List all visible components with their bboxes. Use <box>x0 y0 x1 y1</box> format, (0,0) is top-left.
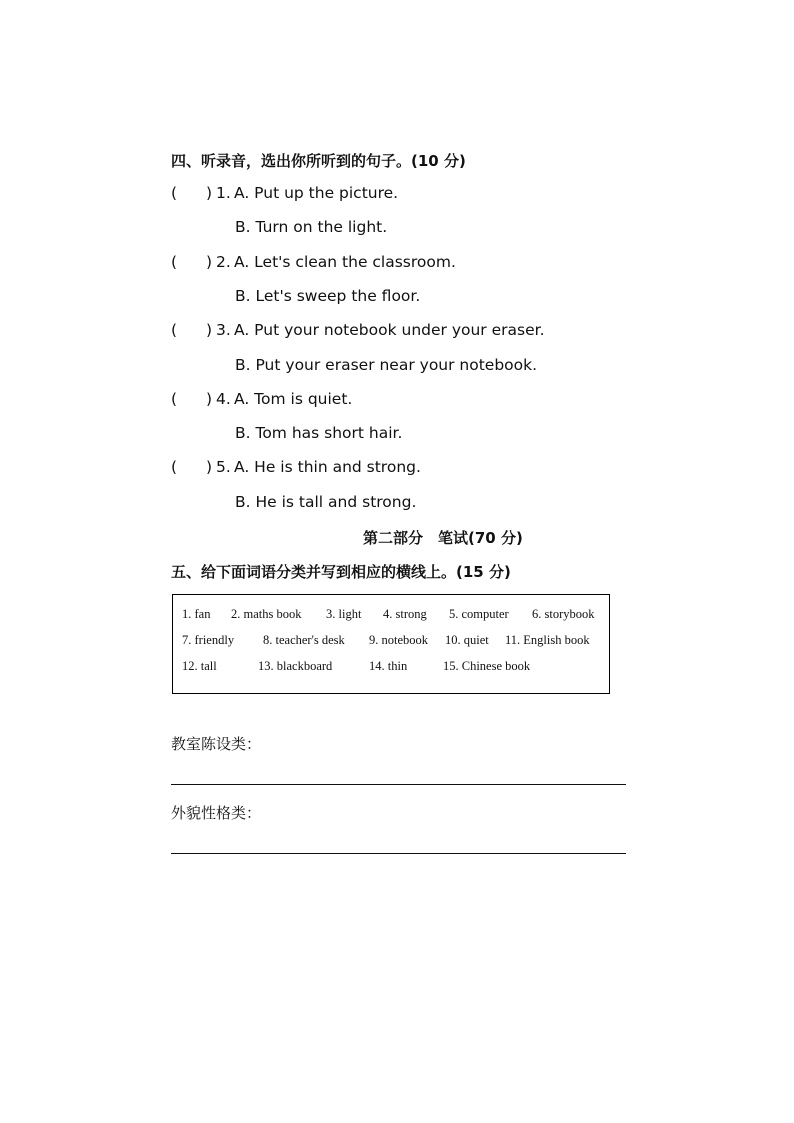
answer-paren-close: ) <box>206 390 213 408</box>
word-item: 11. English book <box>505 633 590 647</box>
category-appearance-label: 外貌性格类： <box>171 804 262 822</box>
answer-paren-open: ( <box>171 458 178 476</box>
answer-line-classroom[interactable] <box>171 784 626 785</box>
word-item: 13. blackboard <box>258 659 333 673</box>
question-number: 2. <box>216 253 231 271</box>
answer-paren-close: ) <box>206 458 213 476</box>
word-item: 1. fan <box>182 607 211 621</box>
word-item: 14. thin <box>369 659 408 673</box>
word-item: 10. quiet <box>445 633 489 647</box>
answer-paren-close: ) <box>206 253 213 271</box>
answer-paren-close: ) <box>206 321 213 339</box>
option-b: B. Put your eraser near your notebook. <box>235 356 538 374</box>
question-number: 5. <box>216 458 231 476</box>
question-number: 4. <box>216 390 231 408</box>
category-classroom-label: 教室陈设类： <box>171 735 262 753</box>
option-a: A. Let's clean the classroom. <box>234 253 456 271</box>
option-b: B. Tom has short hair. <box>235 424 403 442</box>
answer-paren-open: ( <box>171 253 178 271</box>
section-5-title: 五、给下面词语分类并写到相应的横线上。(15 分) <box>171 563 511 581</box>
question-number: 1. <box>216 184 231 202</box>
option-b: B. Turn on the light. <box>235 218 388 236</box>
word-item: 3. light <box>326 607 362 621</box>
question-number: 3. <box>216 321 231 339</box>
word-item: 7. friendly <box>182 633 235 647</box>
word-item: 6. storybook <box>532 607 595 621</box>
word-item: 5. computer <box>449 607 509 621</box>
answer-paren-open: ( <box>171 321 178 339</box>
answer-paren-close: ) <box>206 184 213 202</box>
word-item: 9. notebook <box>369 633 429 647</box>
option-a: A. He is thin and strong. <box>234 458 421 476</box>
option-b: B. Let's sweep the floor. <box>235 287 421 305</box>
option-a: A. Put your notebook under your eraser. <box>234 321 545 339</box>
part-2-title: 第二部分 笔试(70 分) <box>363 529 523 547</box>
answer-paren-open: ( <box>171 184 178 202</box>
word-item: 4. strong <box>383 607 427 621</box>
word-item: 12. tall <box>182 659 217 673</box>
word-bank-box <box>172 594 610 694</box>
option-a: A. Put up the picture. <box>234 184 399 202</box>
section-4-title: 四、听录音，选出你所听到的句子。(10 分) <box>171 152 466 170</box>
option-a: A. Tom is quiet. <box>234 390 353 408</box>
word-item: 2. maths book <box>231 607 302 621</box>
answer-paren-open: ( <box>171 390 178 408</box>
word-item: 8. teacher's desk <box>263 633 345 647</box>
answer-line-appearance[interactable] <box>171 853 626 854</box>
option-b: B. He is tall and strong. <box>235 493 417 511</box>
word-item: 15. Chinese book <box>443 659 531 673</box>
